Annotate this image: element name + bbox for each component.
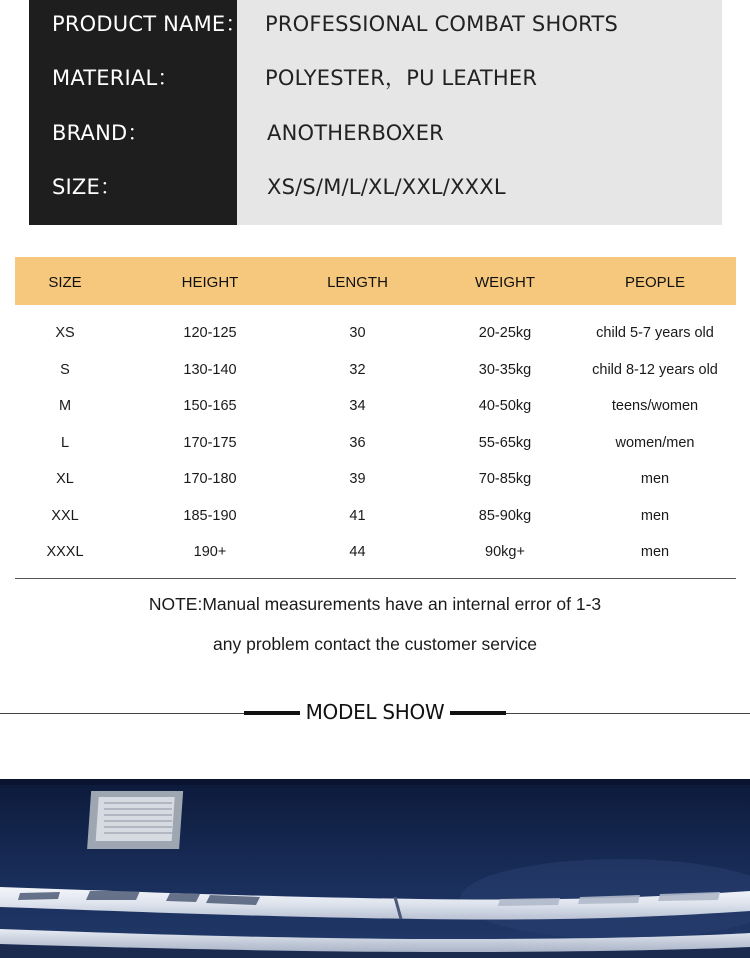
cell-people: men bbox=[640, 508, 670, 524]
cell-people: women/men bbox=[615, 435, 695, 451]
cell-length: 44 bbox=[349, 544, 366, 560]
spec-label: SIZE： bbox=[52, 175, 122, 199]
cell-weight: 40-50kg bbox=[478, 398, 532, 414]
spec-row-size bbox=[29, 163, 722, 217]
cell-length: 32 bbox=[349, 362, 366, 378]
cell-length: 39 bbox=[349, 471, 366, 487]
spec-row-brand bbox=[29, 109, 722, 163]
cell-height: 120-125 bbox=[183, 325, 237, 341]
cell-size: XS bbox=[55, 325, 75, 341]
table-row bbox=[15, 425, 736, 461]
cell-weight: 85-90kg bbox=[478, 508, 532, 524]
table-bottom-divider bbox=[15, 578, 736, 579]
measurement-note: NOTE:Manual measurements have an internal error of 1-3 bbox=[148, 594, 602, 614]
cell-length: 36 bbox=[349, 435, 366, 451]
cell-people: child 8-12 years old bbox=[592, 362, 718, 378]
cell-size: XXL bbox=[51, 508, 79, 524]
divider-line-right bbox=[506, 713, 750, 714]
spec-label: PRODUCT NAME： bbox=[52, 12, 247, 36]
product-spec-panel bbox=[29, 0, 722, 225]
boxing-ring-illustration bbox=[0, 779, 750, 958]
spec-value: XS/S/M/L/XL/XXL/XXXL bbox=[267, 175, 506, 199]
cell-people: men bbox=[640, 471, 670, 487]
cell-weight: 90kg+ bbox=[485, 544, 525, 560]
spec-row-product-name bbox=[29, 0, 722, 54]
table-row bbox=[15, 315, 736, 351]
cell-size: S bbox=[60, 362, 70, 378]
model-photo bbox=[0, 779, 750, 958]
table-row bbox=[15, 388, 736, 424]
table-header-row bbox=[15, 257, 736, 305]
cell-length: 30 bbox=[349, 325, 366, 341]
cell-length: 34 bbox=[349, 398, 366, 414]
header-size: SIZE bbox=[48, 274, 82, 291]
cell-people: teens/women bbox=[611, 398, 699, 414]
cell-height: 190+ bbox=[193, 544, 227, 560]
cell-height: 150-165 bbox=[183, 398, 237, 414]
customer-service-note: any problem contact the customer service bbox=[213, 634, 537, 654]
cell-weight: 70-85kg bbox=[478, 471, 532, 487]
table-row bbox=[15, 534, 736, 570]
cell-size: M bbox=[58, 398, 72, 414]
spec-row-material bbox=[29, 54, 722, 108]
header-people: PEOPLE bbox=[624, 274, 686, 291]
cell-size: L bbox=[60, 435, 70, 451]
ceiling-light-icon bbox=[87, 791, 183, 849]
divider-accent-right bbox=[450, 711, 506, 715]
header-length: LENGTH bbox=[327, 274, 388, 291]
cell-people: men bbox=[640, 544, 670, 560]
spec-value: ANOTHERBOXER bbox=[267, 121, 444, 145]
cell-weight: 20-25kg bbox=[478, 325, 532, 341]
cell-size: XXXL bbox=[46, 544, 84, 560]
cell-height: 170-175 bbox=[183, 435, 237, 451]
spec-label: MATERIAL： bbox=[52, 66, 179, 90]
divider-line-left bbox=[0, 713, 244, 714]
table-row bbox=[15, 352, 736, 388]
header-weight: WEIGHT bbox=[475, 274, 535, 291]
cell-height: 170-180 bbox=[183, 471, 237, 487]
cell-weight: 30-35kg bbox=[478, 362, 532, 378]
cell-weight: 55-65kg bbox=[478, 435, 532, 451]
table-row bbox=[15, 498, 736, 534]
header-height: HEIGHT bbox=[181, 274, 239, 291]
spec-value: PROFESSIONAL COMBAT SHORTS bbox=[265, 12, 618, 36]
cell-size: XL bbox=[56, 471, 74, 487]
spec-label: BRAND： bbox=[52, 121, 149, 145]
cell-people: child 5-7 years old bbox=[596, 325, 714, 341]
model-show-heading: MODEL SHOW bbox=[305, 700, 445, 724]
divider-accent-left bbox=[244, 711, 300, 715]
spec-value: POLYESTER，PU LEATHER bbox=[265, 66, 538, 90]
table-row bbox=[15, 461, 736, 497]
cell-height: 130-140 bbox=[183, 362, 237, 378]
cell-height: 185-190 bbox=[183, 508, 237, 524]
cell-length: 41 bbox=[349, 508, 366, 524]
